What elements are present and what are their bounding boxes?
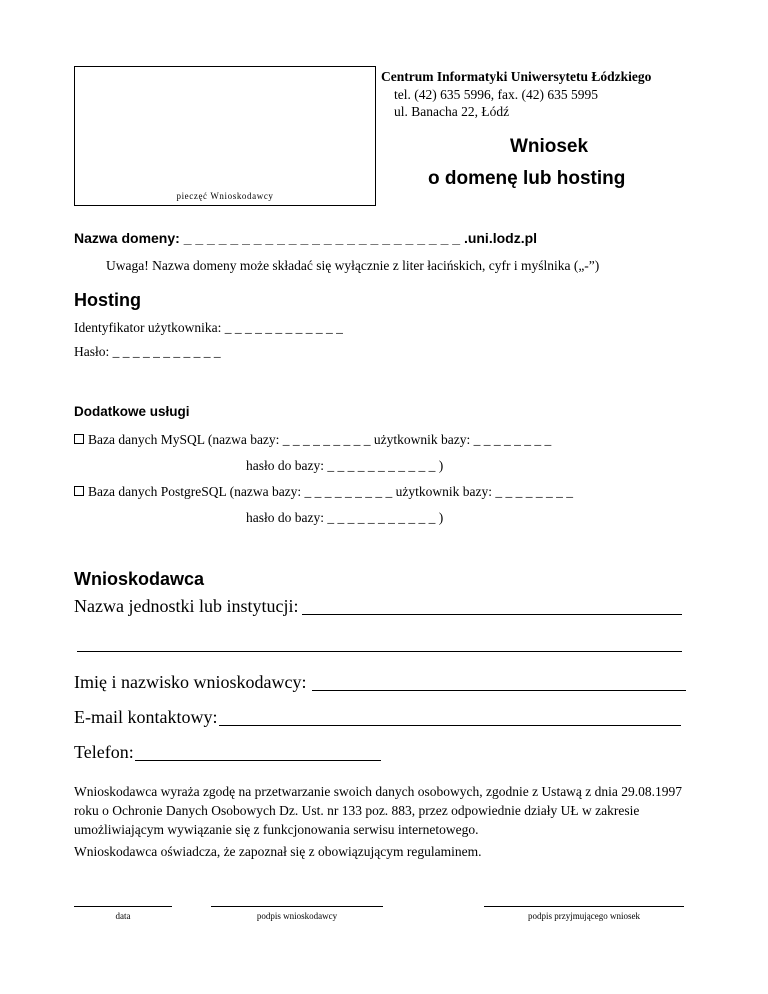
hosting-heading: Hosting [74, 290, 141, 310]
unit-line[interactable] [302, 614, 682, 615]
domain-note: Uwaga! Nazwa domeny może składać się wyłącznie z liter łacińskich, cyfr i myślnika („-”) [106, 258, 600, 273]
phone-line[interactable] [135, 760, 381, 761]
unit-label: Nazwa jednostki lub instytucji: [74, 596, 299, 616]
date-line[interactable] [74, 906, 172, 907]
title-line2: o domenę lub hosting [428, 168, 626, 189]
services-heading: Dodatkowe usługi [74, 404, 190, 419]
receiver-signature-line[interactable] [484, 906, 684, 907]
pg-row [74, 484, 573, 500]
email-label: E-mail kontaktowy: [74, 707, 218, 727]
title-line1: Wniosek [509, 136, 589, 157]
pg-password[interactable]: hasło do bazy: _ _ _ _ _ _ _ _ _ _ _ ) [246, 510, 444, 525]
pg-line1[interactable]: Baza danych PostgreSQL (nazwa bazy: _ _ _ _ _ _ _ _ _ użytkownik bazy: _ _ _ _ _ _ _ _ [88, 484, 574, 499]
stamp-box [74, 66, 376, 206]
mysql-password[interactable]: hasło do bazy: _ _ _ _ _ _ _ _ _ _ _ ) [246, 458, 444, 473]
date-label: data [115, 911, 131, 921]
email-line[interactable] [219, 725, 681, 726]
phone-label: Telefon: [74, 742, 134, 762]
institution-address: ul. Banacha 22, Łódź [394, 104, 510, 119]
stamp-label: pieczęć Wnioskodawcy [176, 191, 274, 201]
declaration-text: Wnioskodawca oświadcza, że zapoznał się z obowiązującym regulaminem. [74, 844, 482, 859]
domain-suffix: .uni.lodz.pl [463, 230, 538, 246]
name-line[interactable] [312, 690, 686, 691]
domain-blanks[interactable]: _ _ _ _ _ _ _ _ _ _ _ _ _ _ _ _ _ _ _ _ _ _ _ _ [183, 230, 461, 246]
unit-line-2[interactable] [77, 651, 682, 652]
receiver-signature-label: podpis przyjmującego wniosek [528, 911, 640, 921]
mysql-row [74, 432, 551, 448]
mysql-checkbox[interactable] [74, 434, 84, 444]
applicant-signature-label: podpis wnioskodawcy [256, 911, 338, 921]
hosting-user-id[interactable]: Identyfikator użytkownika: _ _ _ _ _ _ _ _ _ _ _ _ [74, 320, 343, 335]
hosting-password[interactable]: Hasło: _ _ _ _ _ _ _ _ _ _ _ [74, 344, 221, 359]
institution-phone: tel. (42) 635 5996, fax. (42) 635 5995 [394, 87, 598, 102]
applicant-signature-line[interactable] [211, 906, 383, 907]
domain-row [74, 230, 537, 246]
domain-label: Nazwa domeny: [74, 230, 180, 246]
mysql-line1[interactable]: Baza danych MySQL (nazwa bazy: _ _ _ _ _ _ _ _ _ użytkownik bazy: _ _ _ _ _ _ _ _ [88, 432, 552, 447]
pg-checkbox[interactable] [74, 486, 84, 496]
name-label: Imię i nazwisko wnioskodawcy: [74, 672, 307, 692]
consent-text: Wnioskodawca wyraża zgodę na przetwarzanie swoich danych osobowych, zgodnie z Ustawą z dnia 29.08.1997 roku o Ochronie Danych Osobowych Dz. Ust. nr 133 poz. 883, przez odpowiednie działy UŁ w zakresie umożliwiającym wywiązanie się z funkcjonowania serwisu internetowego. [74, 784, 683, 837]
institution-name: Centrum Informatyki Uniwersytetu Łódzkiego [381, 69, 652, 84]
applicant-heading: Wnioskodawca [74, 569, 205, 589]
